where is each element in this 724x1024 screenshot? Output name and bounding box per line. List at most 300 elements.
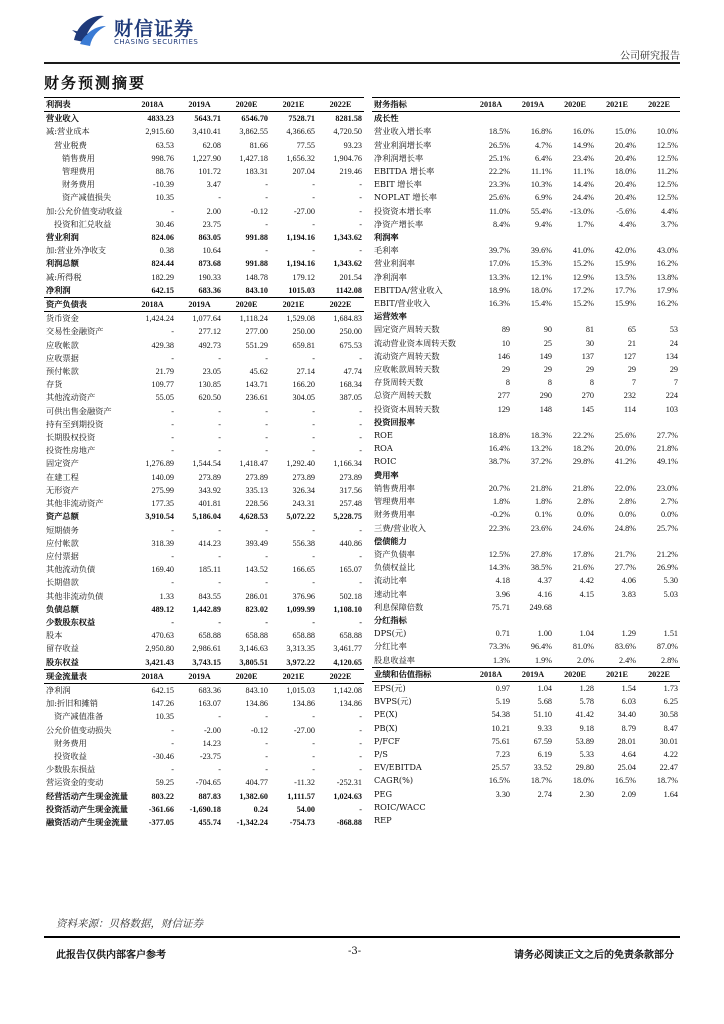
table-row	[44, 365, 364, 378]
table-row	[372, 508, 680, 521]
cell-value: 146	[497, 351, 510, 361]
cell-value: -	[218, 617, 221, 627]
cell-value: 4.06	[621, 576, 636, 586]
cell-value	[638, 231, 680, 244]
cell-value: 318.39	[151, 538, 174, 548]
table-row	[44, 750, 364, 763]
year-header: 2020E	[554, 98, 596, 112]
logo-chinese-name: 财信证券	[114, 18, 195, 40]
cell-value: 1,142.08	[333, 685, 362, 695]
section-row	[372, 416, 680, 429]
cell-value: 4.15	[579, 589, 594, 599]
cell-value: 642.15	[151, 685, 174, 695]
cell-value: 16.3%	[488, 299, 510, 309]
row-label: 分红比率	[374, 641, 407, 652]
cell-value: 551.29	[245, 340, 268, 350]
cell-value	[596, 469, 638, 482]
cell-value	[470, 801, 512, 814]
table-row	[44, 803, 364, 816]
cell-value: 1,024.63	[333, 791, 362, 801]
year-header: 2019A	[176, 98, 223, 112]
table-row	[372, 735, 680, 748]
cell-value: 81.0%	[572, 642, 594, 652]
table-row	[372, 271, 680, 284]
cell-value: -0.12	[250, 725, 268, 735]
cell-value: -13.0%	[570, 206, 594, 216]
cell-value: 77.55	[296, 140, 315, 150]
row-label: 营业税费	[54, 139, 87, 150]
table-row	[372, 284, 680, 297]
cell-value: 149	[539, 351, 552, 361]
cell-value	[512, 416, 554, 429]
row-label: 持有至到期投资	[46, 418, 104, 429]
cell-value: -5.6%	[616, 206, 636, 216]
cell-value: -	[218, 525, 221, 535]
cell-value: 1,424.24	[145, 314, 174, 324]
cell-value: 18.5%	[488, 127, 510, 137]
row-label: 短期债务	[46, 524, 79, 535]
cell-value	[554, 535, 596, 548]
row-label: 其他流动资产	[46, 392, 96, 403]
cell-value: 1.73	[663, 683, 678, 693]
cell-value: -	[312, 406, 315, 416]
cell-value: 1,227.90	[192, 153, 221, 163]
cell-value: 16.0%	[572, 127, 594, 137]
cell-value: 25	[543, 338, 552, 348]
cell-value: 8	[589, 378, 594, 388]
cell-value	[638, 535, 680, 548]
cell-value: -	[265, 525, 268, 535]
cell-value: 2.00	[206, 206, 221, 216]
table-row	[372, 722, 680, 735]
cell-value: 17.2%	[572, 285, 594, 295]
cell-value: 1.8%	[534, 497, 552, 507]
row-label: 营业收入	[46, 113, 79, 124]
cell-value: 249.68	[529, 602, 552, 612]
cell-value: -	[218, 551, 221, 561]
row-label: 应收票据	[46, 352, 79, 363]
cell-value: 1.7%	[576, 219, 594, 229]
cell-value: 326.34	[292, 485, 315, 495]
cell-value: 343.92	[198, 485, 221, 495]
cell-value: 224	[665, 391, 678, 401]
row-label: PB(X)	[374, 722, 398, 733]
row-label: BVPS(元)	[374, 696, 412, 707]
cell-value: 4.4%	[660, 206, 678, 216]
cell-value: 5.68	[537, 697, 552, 707]
cell-value: 277.00	[245, 327, 268, 337]
cell-value: -30.46	[152, 751, 174, 761]
row-label: 应付帐款	[46, 537, 79, 548]
cell-value: 824.44	[151, 259, 174, 269]
cell-value: 27.8%	[530, 549, 552, 559]
cell-value: 81	[585, 325, 594, 335]
table-row	[44, 550, 364, 563]
cell-value: 8	[547, 378, 552, 388]
cell-value: 2.4%	[618, 655, 636, 665]
table-row	[372, 257, 680, 270]
table-row	[372, 548, 680, 561]
cell-value: 275.99	[151, 485, 174, 495]
cell-value: 24.6%	[572, 523, 594, 533]
table-row	[44, 178, 364, 191]
cell-value: 1,418.47	[239, 459, 268, 469]
cell-value: 887.83	[198, 791, 221, 801]
cell-value	[512, 614, 554, 627]
table-row	[372, 323, 680, 336]
cell-value: 21.8%	[572, 483, 594, 493]
cell-value: 16.5%	[614, 776, 636, 786]
table-row	[44, 590, 364, 603]
cell-value	[638, 814, 680, 827]
table-row	[372, 389, 680, 402]
cell-value: 22.3%	[488, 523, 510, 533]
table-row	[372, 574, 680, 587]
cell-value: 20.4%	[614, 153, 636, 163]
cell-value: 1,108.10	[333, 604, 362, 614]
cell-value: 163.07	[198, 699, 221, 709]
cell-value: 140.09	[151, 472, 174, 482]
row-label: 投资和汇兑收益	[54, 218, 112, 229]
cell-value: 0.0%	[660, 510, 678, 520]
cell-value	[470, 814, 512, 827]
header-divider	[44, 62, 680, 64]
cell-value: -	[218, 419, 221, 429]
cell-value: 21.8%	[530, 483, 552, 493]
cell-value: 185.11	[198, 565, 221, 575]
table-row	[44, 484, 364, 497]
table-row	[44, 271, 364, 284]
table-row	[372, 350, 680, 363]
cell-value: 658.88	[198, 631, 221, 641]
cell-value: 23.6%	[530, 523, 552, 533]
cell-value: 3.83	[621, 589, 636, 599]
cell-value	[554, 112, 596, 126]
row-label: 净利润	[46, 684, 71, 695]
cell-value: 21.7%	[614, 549, 636, 559]
cell-value: 2.8%	[618, 497, 636, 507]
cell-value: 41.0%	[572, 246, 594, 256]
cell-value: -	[218, 765, 221, 775]
table-row	[372, 455, 680, 468]
section-row	[372, 469, 680, 482]
cell-value: 393.49	[245, 538, 268, 548]
row-label: 公允价值变动损失	[46, 724, 112, 735]
row-label: 股本	[46, 630, 63, 641]
row-label: 营业利润增长率	[374, 139, 432, 150]
cell-value: 2,950.80	[145, 644, 174, 654]
cell-value: 4.7%	[534, 140, 552, 150]
cell-value: -	[359, 804, 362, 814]
table-row	[372, 139, 680, 152]
cell-value: 1.54	[621, 683, 636, 693]
cell-value: 440.86	[339, 538, 362, 548]
row-label: 营业利润率	[374, 258, 415, 269]
cell-value: -27.00	[293, 206, 315, 216]
cell-value: 29	[543, 365, 552, 375]
cell-value: 277.12	[198, 327, 221, 337]
cell-value: 143.71	[245, 380, 268, 390]
cell-value: 683.36	[198, 685, 221, 695]
cell-value: 96.4%	[530, 642, 552, 652]
cell-value: 12.5%	[656, 153, 678, 163]
cell-value: 37.2%	[530, 457, 552, 467]
cell-value: 14.9%	[572, 140, 594, 150]
cell-value: 165.07	[339, 565, 362, 575]
row-label: EBIT 增长率	[374, 179, 422, 190]
left-column	[44, 97, 364, 829]
cell-value: 9.4%	[534, 219, 552, 229]
cell-value: 134.86	[292, 699, 315, 709]
cell-value: -	[312, 525, 315, 535]
cell-value: 89	[501, 325, 510, 335]
cell-value: 190.33	[198, 272, 221, 282]
cell-value: 277	[497, 391, 510, 401]
cell-value: 24.4%	[572, 193, 594, 203]
cell-value: -	[312, 433, 315, 443]
cell-value: 25.6%	[614, 431, 636, 441]
table-row	[372, 191, 680, 204]
table-row	[44, 524, 364, 537]
table-row	[44, 816, 364, 829]
row-label: 净利润	[46, 284, 71, 295]
cell-value: -	[312, 617, 315, 627]
table-row	[44, 218, 364, 231]
cell-value: 55.05	[155, 393, 174, 403]
cell-value: 3,862.55	[239, 127, 268, 137]
cell-value: 21.79	[155, 367, 174, 377]
cell-value: 11.2%	[657, 167, 678, 177]
cell-value: 270	[581, 391, 594, 401]
cell-value: 25.6%	[488, 193, 510, 203]
cell-value: -	[265, 219, 268, 229]
cell-value: -	[359, 433, 362, 443]
cell-value: 45.62	[249, 367, 268, 377]
table-row	[44, 563, 364, 576]
table-row	[372, 429, 680, 442]
row-label: 固定资产周转天数	[374, 324, 440, 335]
cell-value: 387.05	[339, 393, 362, 403]
year-header: 2018A	[470, 98, 512, 112]
table-row	[44, 724, 364, 737]
row-label: CAGR(%)	[374, 775, 414, 786]
cell-value: -	[312, 419, 315, 429]
row-label: 留存收益	[46, 643, 79, 654]
table-row	[372, 627, 680, 640]
cell-value: 147.26	[151, 699, 174, 709]
left-financial-table	[44, 97, 364, 829]
cell-value: -27.00	[293, 725, 315, 735]
cell-value: 8281.58	[335, 114, 362, 124]
cell-value: 3,146.63	[239, 644, 268, 654]
cell-value: -754.73	[289, 817, 315, 827]
cell-value: 207.04	[292, 167, 315, 177]
cell-value: 22.0%	[614, 483, 636, 493]
cell-value: 22.47	[659, 763, 678, 773]
cell-value: 13.5%	[614, 272, 636, 282]
cell-value: -	[359, 525, 362, 535]
cell-value: -0.2%	[490, 510, 510, 520]
row-label: DPS(元)	[374, 628, 407, 639]
cell-value: -	[359, 406, 362, 416]
table-row	[372, 403, 680, 416]
table-row	[372, 205, 680, 218]
cell-value: 873.68	[198, 259, 221, 269]
cell-value: 4.42	[579, 576, 594, 586]
cell-value: -	[312, 446, 315, 456]
row-label: 减:所得税	[46, 271, 82, 282]
cell-value: -	[265, 406, 268, 416]
cell-value: 3.96	[495, 589, 510, 599]
cell-value: 59.25	[155, 778, 174, 788]
cell-value: 55.4%	[530, 206, 552, 216]
cell-value: 14.4%	[572, 180, 594, 190]
cell-value: 2.74	[537, 789, 552, 799]
table-row	[44, 165, 364, 178]
cell-value: 286.01	[245, 591, 268, 601]
cell-value	[470, 416, 512, 429]
cell-value: 90	[543, 325, 552, 335]
year-header: 2018A	[129, 298, 176, 312]
table-header-row	[372, 98, 680, 112]
table-header-row	[44, 98, 364, 112]
cell-value: 33.52	[533, 763, 552, 773]
cell-value: 129	[497, 404, 510, 414]
table-row	[44, 497, 364, 510]
cell-value: 34.40	[617, 710, 636, 720]
cell-value: 5,228.75	[333, 512, 362, 522]
cell-value	[596, 416, 638, 429]
table-row	[372, 788, 680, 801]
cell-value: 20.4%	[614, 193, 636, 203]
footer-disclaimer-left: 此报告仅供内部客户参考	[56, 950, 166, 961]
year-header: 2020E	[223, 98, 270, 112]
table-row	[44, 737, 364, 750]
table-row	[372, 561, 680, 574]
row-label: 资产减值准备	[54, 711, 104, 722]
cell-value: 1.9%	[534, 655, 552, 665]
cell-value: 62.08	[202, 140, 221, 150]
cell-value: -2.00	[203, 725, 221, 735]
row-label: 财务费用率	[374, 509, 415, 520]
table-row	[44, 231, 364, 244]
table-row	[44, 431, 364, 444]
cell-value: 12.1%	[530, 272, 552, 282]
cell-value: 201.54	[339, 272, 362, 282]
year-header: 2022E	[638, 98, 680, 112]
cell-value	[596, 814, 638, 827]
cell-value: 3,461.77	[333, 644, 362, 654]
cell-value: 15.2%	[572, 259, 594, 269]
cell-value: 23.4%	[572, 153, 594, 163]
cell-value: 17.7%	[614, 285, 636, 295]
cell-value: 18.2%	[572, 444, 594, 454]
footer-divider	[44, 936, 680, 938]
cell-value: 1,111.57	[287, 791, 315, 801]
year-header: 2022E	[317, 98, 364, 112]
table-row	[372, 681, 680, 695]
cell-value: 0.0%	[618, 510, 636, 520]
table-row	[372, 801, 680, 814]
cell-value: 41.42	[575, 710, 594, 720]
cell-value: 18.0%	[572, 776, 594, 786]
cell-value: -	[265, 419, 268, 429]
cell-value: 11.1%	[573, 167, 594, 177]
cell-value: 4833.23	[147, 114, 174, 124]
cell-value: 2.09	[621, 789, 636, 799]
cell-value	[470, 535, 512, 548]
cell-value: 1.28	[579, 683, 594, 693]
cell-value: -	[312, 180, 315, 190]
cell-value: 1,292.40	[286, 459, 315, 469]
cell-value: 26.9%	[656, 563, 678, 573]
cell-value: -	[171, 578, 174, 588]
cell-value: 1,276.89	[145, 459, 174, 469]
cell-value: -23.75	[199, 751, 221, 761]
row-label: 无形资产	[46, 484, 79, 495]
table-title: 资产负债表	[44, 298, 129, 312]
cell-value: 3,313.35	[286, 644, 315, 654]
cell-value: 1142.08	[335, 285, 362, 295]
cell-value: 23.05	[202, 367, 221, 377]
cell-value: 3.7%	[660, 219, 678, 229]
cell-value: 1,427.18	[239, 153, 268, 163]
cell-value: -	[171, 551, 174, 561]
cell-value: 1.51	[663, 629, 678, 639]
cell-value: 22.2%	[488, 167, 510, 177]
cell-value: 12.9%	[572, 272, 594, 282]
cell-value: 65	[627, 325, 636, 335]
cell-value: 0.71	[495, 629, 510, 639]
cell-value: 5.33	[579, 749, 594, 759]
cell-value: 1.29	[621, 629, 636, 639]
cell-value: 9.33	[537, 723, 552, 733]
cell-value: 54.00	[296, 804, 315, 814]
cell-value	[554, 469, 596, 482]
table-row	[44, 284, 364, 298]
cell-value: 11.1%	[531, 167, 552, 177]
row-label: 三费/营业收入	[374, 522, 426, 533]
cell-value: 0.1%	[534, 510, 552, 520]
cell-value: -	[218, 446, 221, 456]
cell-value: 13.2%	[530, 444, 552, 454]
row-label: 投资收益	[54, 750, 87, 761]
cell-value: -704.65	[195, 778, 221, 788]
cell-value: 179.12	[292, 272, 315, 282]
cell-value: 1,118.24	[239, 314, 268, 324]
row-label: 流动资产周转天数	[374, 350, 440, 361]
cell-value: 16.4%	[488, 444, 510, 454]
cell-value: -10.39	[152, 180, 174, 190]
row-label: NOPLAT 增长率	[374, 192, 437, 203]
table-row	[372, 588, 680, 601]
cell-value: -	[359, 180, 362, 190]
cell-value: 250.00	[339, 327, 362, 337]
row-label: EPS(元)	[374, 682, 406, 693]
cell-value: 843.55	[198, 591, 221, 601]
cell-value: -	[218, 353, 221, 363]
cell-value: -	[265, 617, 268, 627]
cell-value: 23.0%	[656, 483, 678, 493]
cell-value: 659.81	[292, 340, 315, 350]
cell-value: 15.9%	[614, 299, 636, 309]
cell-value: 2,915.60	[145, 127, 174, 137]
row-label: 其他非流动资产	[46, 498, 104, 509]
cell-value: -	[359, 765, 362, 775]
table-row	[372, 244, 680, 257]
cell-value: -	[312, 246, 315, 256]
table-row	[372, 601, 680, 614]
